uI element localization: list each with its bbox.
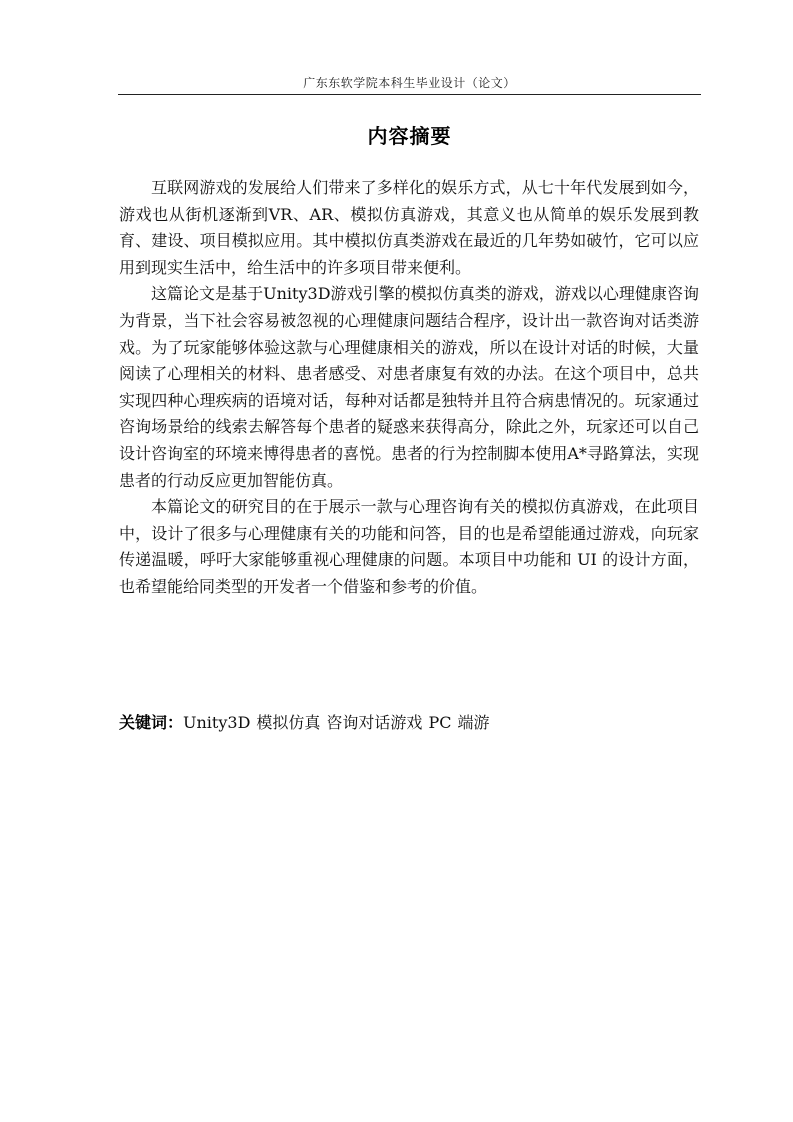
abstract-body [119, 175, 699, 601]
keyword-item: 模拟仿真 [256, 713, 321, 732]
keyword-item: 端游 [457, 713, 490, 732]
keyword-item: 咨询对话游戏 [326, 713, 423, 732]
abstract-paragraph-3: 本篇论文的研究目的在于展示一款与心理咨询有关的模拟仿真游戏，在此项目中，设计了很多与心理健康有关的功能和问答，目的也是希望能通过游戏，向玩家传递温暖，呼吁大家能够重视心理健康的问题。本项目中功能和 UI 的设计方面，也希望能给同类型的开发者一个借鉴和参考的价值。 [119, 497, 699, 596]
abstract-paragraph-1: 互联网游戏的发展给人们带来了多样化的娱乐方式，从七十年代发展到如今，游戏也从街机逐渐到VR、AR、模拟仿真游戏，其意义也从简单的娱乐发展到教育、建设、项目模拟应用。其中模拟仿真类游戏在最近的几年势如破竹，它可以应用到现实生活中，给生活中的许多项目带来便利。 [119, 178, 699, 277]
header-rule [118, 94, 701, 95]
running-header: 广东东软学院本科生毕业设计（论文） [303, 76, 516, 90]
keywords-line [119, 710, 699, 736]
keywords-label: 关键词： [119, 713, 184, 732]
abstract-paragraph-2: 这篇论文是基于Unity3D游戏引擎的模拟仿真类的游戏，游戏以心理健康咨询为背景，当下社会容易被忽视的心理健康问题结合程序，设计出一款咨询对话类游戏。为了玩家能够体验这款与心理健康相关的游戏，所以在设计对话的时候，大量阅读了心理相关的材料、患者感受、对患者康复有效的办法。在这个项目中，总共实现四种心理疾病的语境对话，每种对话都是独特并且符合病患情况的。玩家通过咨询场景给的线索去解答每个患者的疑惑来获得高分，除此之外，玩家还可以自己设计咨询室的环境来博得患者的喜悦。患者的行为控制脚本使用A*寻路算法，实现患者的行动反应更加智能仿真。 [119, 284, 699, 490]
keyword-item: PC [428, 713, 452, 732]
abstract-title: 内容摘要 [367, 124, 452, 148]
keyword-item: Unity3D [183, 713, 251, 732]
